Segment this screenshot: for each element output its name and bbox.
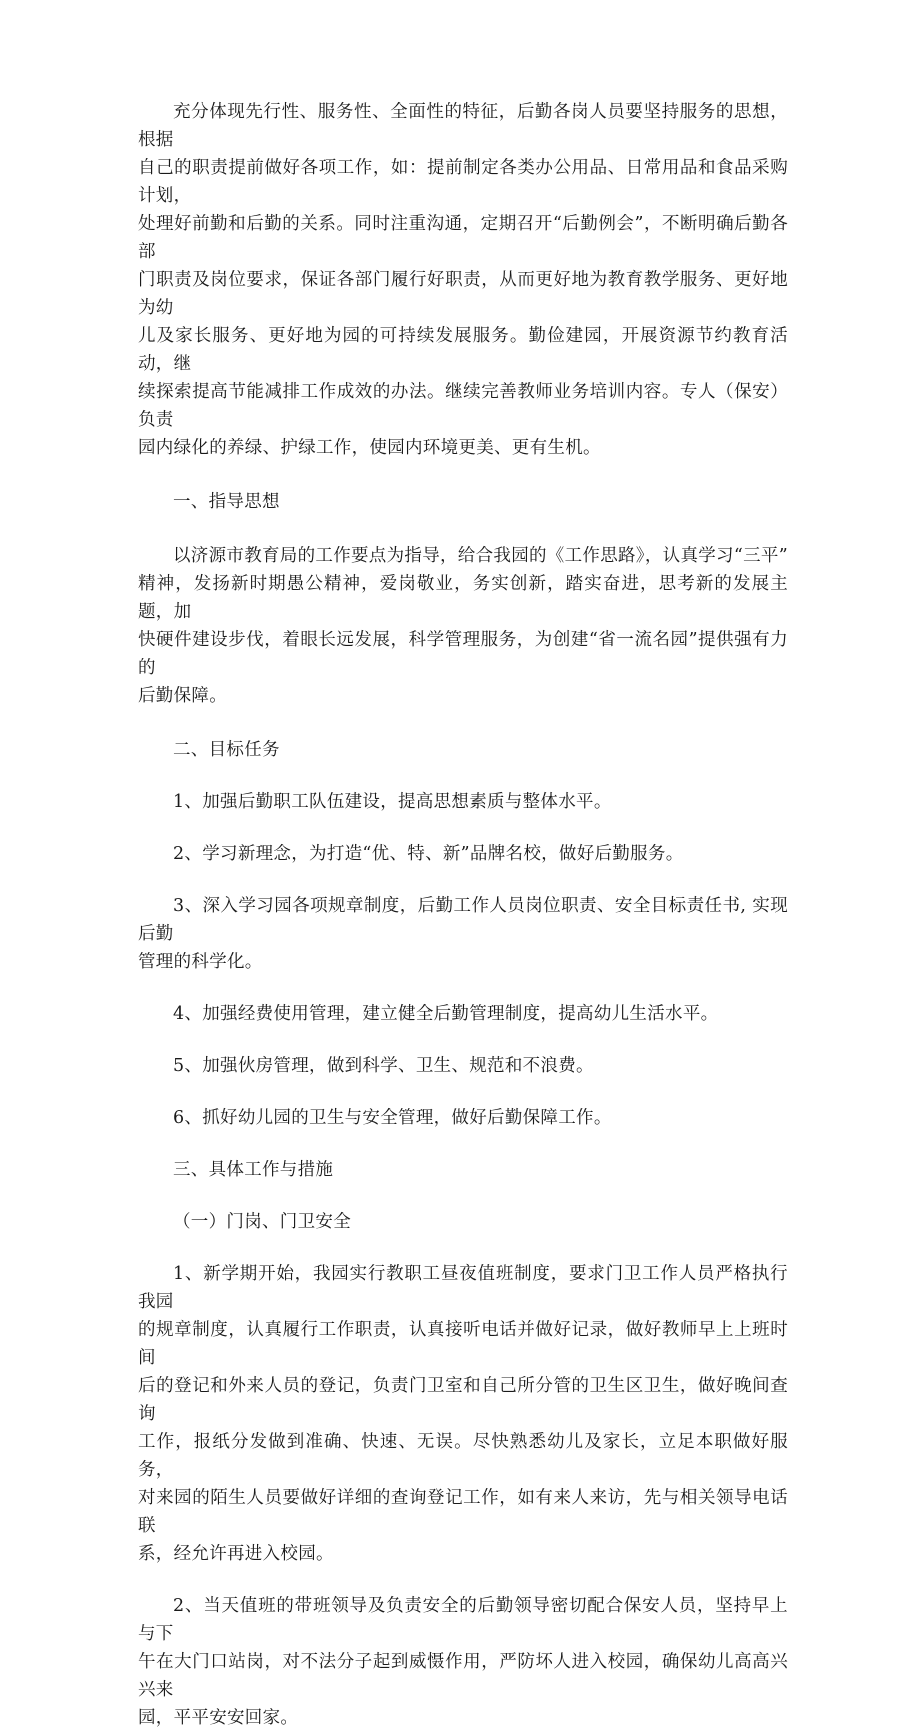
goal-item-3: 3、深入学习园各项规章制度，后勤工作人员岗位职责、安全目标责任书, 实现后勤 管理的科学化。 xyxy=(138,896,788,972)
section-1-heading: 一、指导思想 xyxy=(173,492,280,512)
goal-item-6: 6、抓好幼儿园的卫生与安全管理，做好后勤保障工作。 xyxy=(173,1108,612,1128)
goal-item-5: 5、加强伙房管理，做到科学、卫生、规范和不浪费。 xyxy=(173,1056,594,1076)
section-1-paragraph: 以济源市教育局的工作要点为指导，给合我园的《工作思路》，认真学习“三平” 精神，发扬新时期愚公精神，爱岗敬业，务实创新，踏实奋进，思考新的发展主题，加 快硬件建设步伐，着眼长远发展，科学管理服务，为创建“省一流名园”提供强有力的 后勤保障。 xyxy=(138,546,788,706)
document-body xyxy=(138,98,788,1732)
goal-item-2: 2、学习新理念，为打造“优、特、新”品牌名校，做好后勤服务。 xyxy=(173,844,684,864)
section-2-heading: 二、目标任务 xyxy=(173,740,280,760)
goal-item-1: 1、加强后勤职工队伍建设，提高思想素质与整体水平。 xyxy=(173,792,612,812)
intro-paragraph: 充分体现先行性、服务性、全面性的特征，后勤各岗人员要坚持服务的思想，根据 自己的职责提前做好各项工作，如：提前制定各类办公用品、日常用品和食品采购计划， 处理好前勤和后勤的关系。同时注重沟通，定期召开“后勤例会”，不断明确后勤各部 门职责及岗位要求，保证各部门履行好职责，从而更好地为教育教学服务、更好地为幼 儿及家长服务、更好地为园的可持续发展服务。勤俭建园，开展资源节约教育活动，继 续探索提高节能减排工作成效的办法。继续完善教师业务培训内容。专人（保安）负责 园内绿化的养绿、护绿工作，使园内环境更美、更有生机。 xyxy=(138,102,788,458)
subsection-1-heading: （一）门岗、门卫安全 xyxy=(173,1212,351,1232)
goal-item-4: 4、加强经费使用管理，建立健全后勤管理制度，提高幼儿生活水平。 xyxy=(173,1004,719,1024)
measure-paragraph-2: 2、当天值班的带班领导及负责安全的后勤领导密切配合保安人员，坚持早上与下 午在大门口站岗，对不法分子起到威慑作用，严防坏人进入校园，确保幼儿高高兴兴来 园，平平安安回家。 xyxy=(138,1596,788,1728)
measure-paragraph-1: 1、新学期开始，我园实行教职工昼夜值班制度，要求门卫工作人员严格执行我园 的规章制度，认真履行工作职责，认真接听电话并做好记录，做好教师早上上班时间 后的登记和外来人员的登记，负责门卫室和自己所分管的卫生区卫生，做好晚间查询 工作，报纸分发做到准确、快速、无误。尽快熟悉幼儿及家长，立足本职做好服务， 对来园的陌生人员要做好详细的查询登记工作，如有来人来访，先与相关领导电话联 系，经允许再进入校园。 xyxy=(138,1264,788,1564)
section-3-heading: 三、具体工作与措施 xyxy=(173,1160,334,1180)
